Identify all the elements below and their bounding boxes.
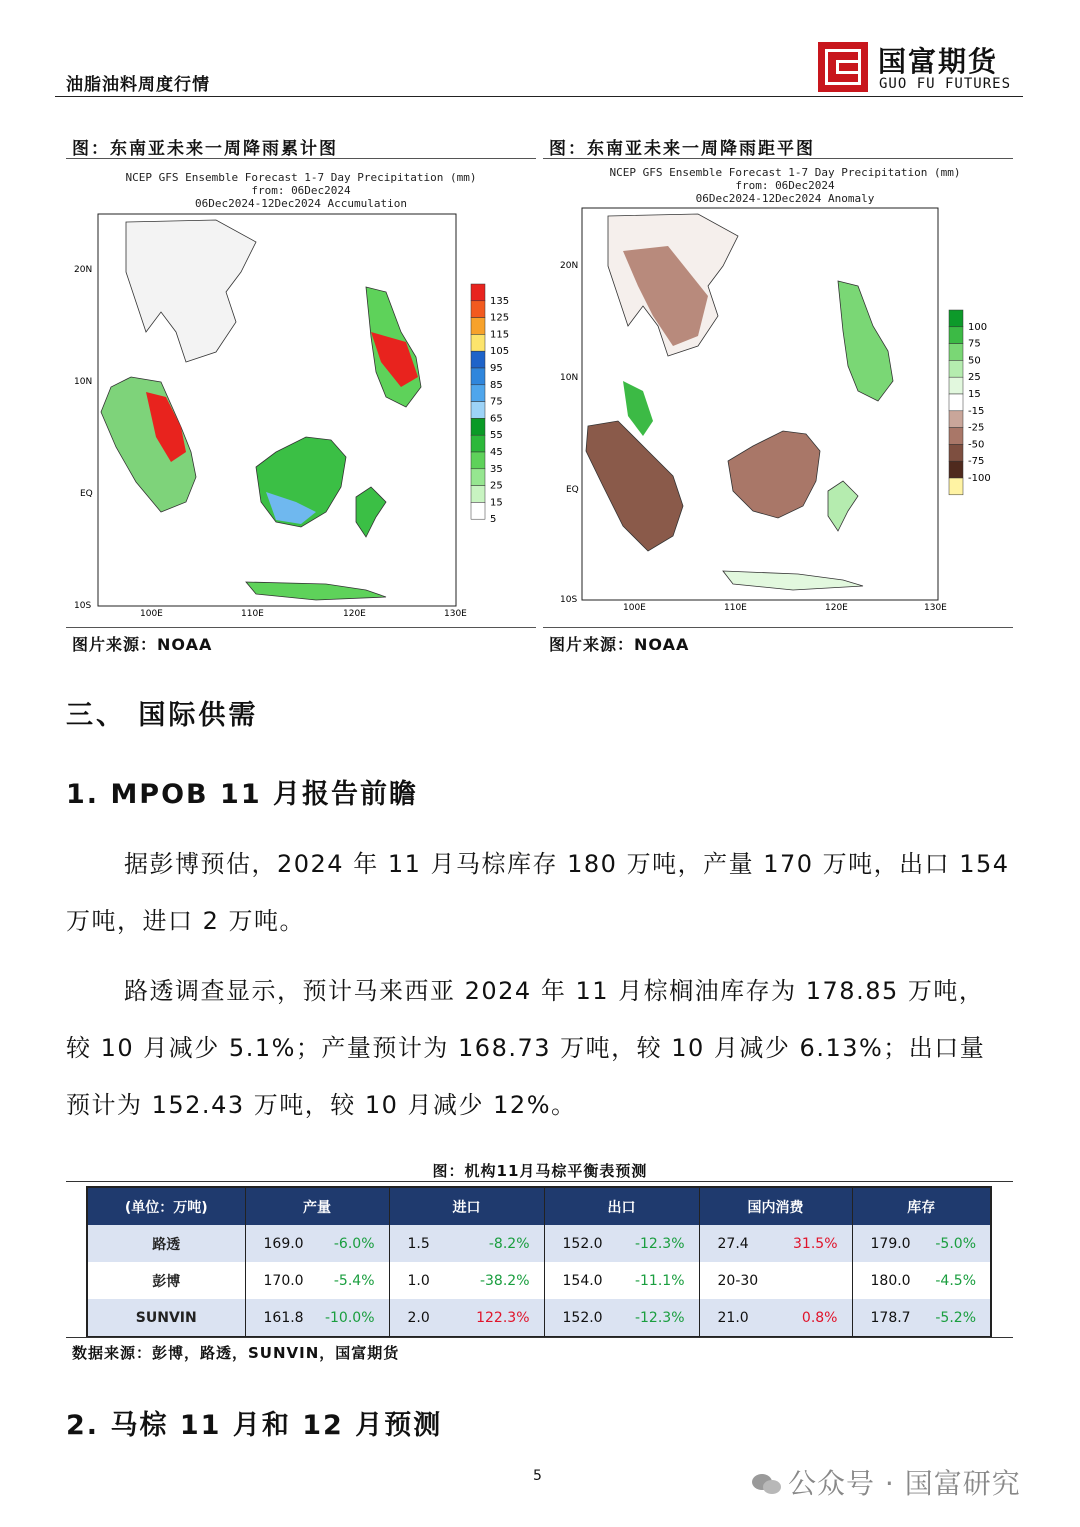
paragraph-bloomberg: 据彭博预估，2024 年 11 月马棕库存 180 万吨，产量 170 万吨，出口 154 万吨，进口 2 万吨。 [66,850,1010,935]
subheading-forecast: 2. 马棕 11 月和 12 月预测 [66,1410,443,1441]
legend-label: 50 [968,355,981,367]
legend-label: 25 [968,372,981,384]
legend-swatch [949,394,963,411]
header-production: 产量 [245,1188,389,1225]
company-name-cn: 国富期货 [878,45,999,78]
legend-label: -50 [968,439,985,451]
svg-text:20N: 20N [560,261,579,271]
balance-table-wrap [86,1186,992,1338]
map-right-title: NCEP GFS Ensemble Forecast 1-7 Day Precipitation (mm) from: 06Dec2024 06Dec2024-12Dec2024 Anomaly [609,166,961,205]
header-stocks: 库存 [852,1188,990,1225]
svg-text:EQ: EQ [566,485,579,495]
legend-label: 25 [490,480,503,492]
legend-swatch [949,327,963,344]
table-row: 彭博 170.0 -5.4% 1.0 -38.2% 154.0 -11.1% 20-30 180.0 -4.5% [88,1262,990,1299]
map-right-precip-anomaly [548,206,1018,618]
legend-swatch [471,318,485,335]
legend-label: -75 [968,456,985,468]
header-exports: 出口 [544,1188,699,1225]
header-rule [55,96,1023,97]
page-number: 5 [533,1468,542,1484]
legend-swatch [471,486,485,503]
legend-label: 115 [490,329,510,341]
svg-text:110E: 110E [241,609,264,619]
svg-text:110E: 110E [724,603,747,613]
legend-label: 75 [968,338,981,350]
legend-swatch [471,418,485,435]
wechat-watermark: 公众号 · 国富研究 [752,1462,1021,1502]
figure-right-top-rule [543,158,1013,159]
legend-swatch [949,360,963,377]
precip-legend [471,284,509,525]
figure-left-bottom-rule [66,627,536,628]
legend-swatch [949,478,963,495]
legend-label: 95 [490,363,503,374]
legend-swatch [471,435,485,452]
svg-text:10N: 10N [74,377,93,387]
legend-label: 105 [490,346,510,358]
figure-right-bottom-rule [543,627,1013,628]
svg-text:130E: 130E [444,609,467,619]
table-caption: 图：机构11月马棕平衡表预测 [432,1162,648,1180]
legend-swatch [471,284,485,301]
svg-text:10N: 10N [560,373,579,383]
legend-label: 135 [490,295,510,307]
legend-swatch [471,502,485,519]
svg-text:120E: 120E [343,609,366,619]
legend-label: 45 [490,447,503,458]
legend-label: 75 [490,396,503,408]
paragraph-reuters: 路透调查显示，预计马来西亚 2024 年 11 月棕榈油库存为 178.85 万吨， 较 10 月减少 5.1%；产量预计为 168.73 万吨，较 10 月减少 6.13%；出口量 预计为 152.43 万吨，较 10 月减少 12%。 [66,977,986,1119]
figure-right-source: 图片来源：NOAA [549,635,690,654]
legend-swatch [471,452,485,469]
legend-label: -100 [968,473,991,484]
map-left-title: NCEP GFS Ensemble Forecast 1-7 Day Precipitation (mm) from: 06Dec2024 06Dec2024-12Dec2024 Accumulation [125,171,477,210]
balance-forecast-table [88,1188,990,1336]
legend-swatch [949,461,963,478]
table-source: 数据来源：彭博，路透，SUNVIN，国富期货 [72,1344,400,1362]
table-row: SUNVIN 161.8 -10.0% 2.0 122.3% 152.0 -12.3% 21.0 0.8% 178.7 -5.2% [88,1299,990,1336]
legend-swatch [471,351,485,368]
legend-swatch [471,385,485,402]
legend-label: 55 [490,430,503,442]
map-left-precip-accumulation [66,212,536,624]
legend-swatch [471,402,485,419]
legend-label: 65 [490,413,503,425]
header-unit: (单位：万吨) [88,1188,245,1225]
legend-swatch [949,377,963,394]
table-header-row [88,1188,990,1225]
legend-swatch [949,344,963,361]
svg-text:120E: 120E [825,603,848,613]
company-name-en: GUO FU FUTURES [879,76,1012,92]
svg-text:10S: 10S [74,601,92,611]
wechat-icon [752,1472,782,1496]
legend-label: 15 [490,497,503,509]
table-top-rule [66,1181,1013,1182]
legend-swatch [471,368,485,385]
svg-text:10S: 10S [560,595,578,605]
anomaly-legend [949,310,991,495]
figure-left-top-rule [66,158,536,159]
legend-label: 15 [968,389,981,400]
svg-text:130E: 130E [924,603,947,613]
legend-label: 85 [490,379,503,391]
figure-right-caption: 图：东南亚未来一周降雨距平图 [549,139,815,159]
legend-label: 5 [490,514,497,526]
section-heading: 三、 国际供需 [66,700,259,731]
table-row: 路透 169.0 -6.0% 1.5 -8.2% 152.0 -12.3% 27.4 31.5% 179.0 -5.0% [88,1225,990,1262]
subheading-mpob-preview: 1. MPOB 11 月报告前瞻 [66,779,419,810]
legend-swatch [949,428,963,445]
legend-swatch [471,334,485,351]
svg-text:100E: 100E [140,609,163,619]
header-imports: 进口 [389,1188,544,1225]
legend-swatch [949,310,963,327]
svg-text:100E: 100E [623,603,646,613]
figure-left-source: 图片来源：NOAA [72,635,213,654]
table-bottom-rule [66,1337,1013,1338]
legend-label: 125 [490,312,510,324]
legend-swatch [471,301,485,318]
document-title: 油脂油料周度行情 [66,75,210,95]
legend-label: -25 [968,422,985,434]
svg-text:20N: 20N [74,265,93,275]
legend-swatch [949,411,963,428]
legend-swatch [471,469,485,486]
legend-label: 35 [490,463,503,475]
header-domestic: 国内消费 [699,1188,852,1225]
company-logo-icon [818,42,868,92]
legend-label: 100 [968,321,988,333]
figure-left-caption: 图：东南亚未来一周降雨累计图 [72,139,338,159]
legend-label: -15 [968,405,985,417]
svg-text:EQ: EQ [80,489,93,499]
legend-swatch [949,444,963,461]
